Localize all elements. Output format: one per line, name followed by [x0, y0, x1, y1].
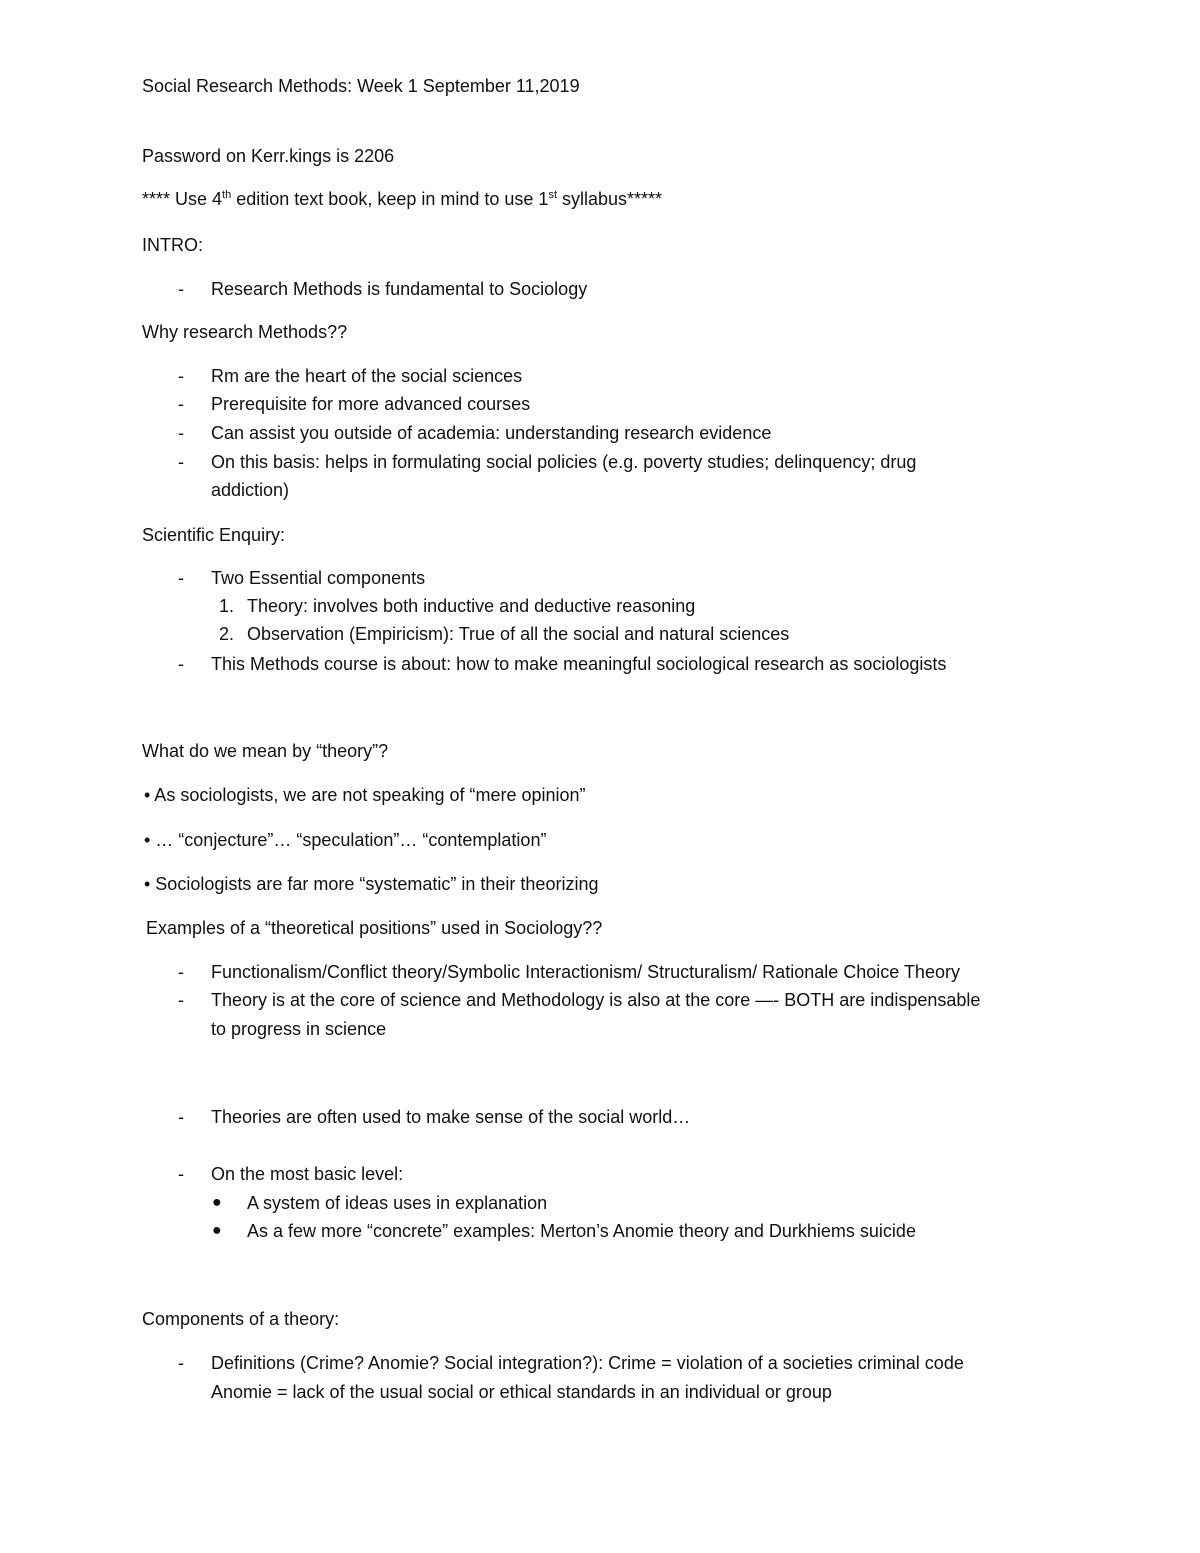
components-item: Definitions (Crime? Anomie? Social integration?): Crime = violation of a societies criminal code: [211, 1353, 964, 1373]
examples-subitem: As a few more “concrete” examples: Merton’s Anomie theory and Durkhiems suicide: [247, 1221, 916, 1241]
enquiry-item: This Methods course is about: how to make meaningful sociological research as sociologists: [211, 654, 947, 674]
dash-marker: -: [178, 452, 184, 472]
dash-marker: -: [178, 1353, 184, 1373]
examples-item: On the most basic level:: [211, 1164, 404, 1184]
list-number: 1.: [218, 596, 234, 616]
dash-marker: -: [178, 1164, 184, 1184]
textbook-note: [142, 188, 662, 210]
dash-marker: -: [178, 423, 184, 443]
note-mid: edition text book, keep in mind to use 1: [231, 189, 549, 209]
enquiry-heading: Scientific Enquiry:: [142, 525, 286, 545]
intro-heading: INTRO:: [142, 235, 203, 255]
theory-bullet: • Sociologists are far more “systematic” in their theorizing: [144, 874, 599, 894]
note-sup-st: st: [548, 189, 557, 201]
dash-marker: -: [178, 1107, 184, 1127]
examples-heading: Examples of a “theoretical positions” used in Sociology??: [146, 918, 603, 938]
why-item-continuation: addiction): [211, 480, 290, 500]
why-item: Rm are the heart of the social sciences: [211, 366, 523, 386]
document-title: Social Research Methods: Week 1 September 11,2019: [142, 76, 580, 96]
intro-item: Research Methods is fundamental to Sociology: [211, 279, 588, 299]
examples-item: Theory is at the core of science and Methodology is also at the core —- BOTH are indispensable: [211, 990, 981, 1010]
enquiry-subitem: Theory: involves both inductive and deductive reasoning: [247, 596, 696, 616]
dash-marker: -: [178, 279, 184, 299]
why-heading: Why research Methods??: [142, 322, 348, 342]
note-pre: **** Use 4: [142, 189, 223, 209]
why-item: Can assist you outside of academia: understanding research evidence: [211, 423, 772, 443]
note-post: syllabus*****: [557, 189, 663, 209]
note-sup-th: th: [222, 189, 232, 201]
components-heading: Components of a theory:: [142, 1309, 340, 1329]
enquiry-subitem: Observation (Empiricism): True of all the social and natural sciences: [247, 624, 790, 644]
dash-marker: -: [178, 366, 184, 386]
examples-subitem: A system of ideas uses in explanation: [247, 1193, 548, 1213]
why-item: Prerequisite for more advanced courses: [211, 394, 531, 414]
why-item: On this basis: helps in formulating social policies (e.g. poverty studies; delinquency; drug: [211, 452, 917, 472]
examples-item: Functionalism/Conflict theory/Symbolic Interactionism/ Structuralism/ Rationale Choice Theory: [211, 962, 960, 982]
password-line: Password on Kerr.kings is 2206: [142, 146, 395, 166]
dash-marker: -: [178, 654, 184, 674]
theory-heading: What do we mean by “theory”?: [142, 741, 389, 761]
examples-item: Theories are often used to make sense of the social world…: [211, 1107, 691, 1127]
bullet-marker: ●: [212, 1194, 222, 1211]
dash-marker: -: [178, 990, 184, 1010]
dash-marker: -: [178, 568, 184, 588]
theory-bullet: • … “conjecture”… “speculation”… “contemplation”: [144, 830, 547, 850]
components-item-continuation: Anomie = lack of the usual social or ethical standards in an individual or group: [211, 1382, 832, 1402]
examples-item-continuation: to progress in science: [211, 1019, 387, 1039]
dash-marker: -: [178, 962, 184, 982]
dash-marker: -: [178, 394, 184, 414]
theory-bullet: • As sociologists, we are not speaking of “mere opinion”: [144, 785, 586, 805]
list-number: 2.: [218, 624, 234, 644]
bullet-marker: ●: [212, 1222, 222, 1239]
enquiry-item: Two Essential components: [211, 568, 426, 588]
